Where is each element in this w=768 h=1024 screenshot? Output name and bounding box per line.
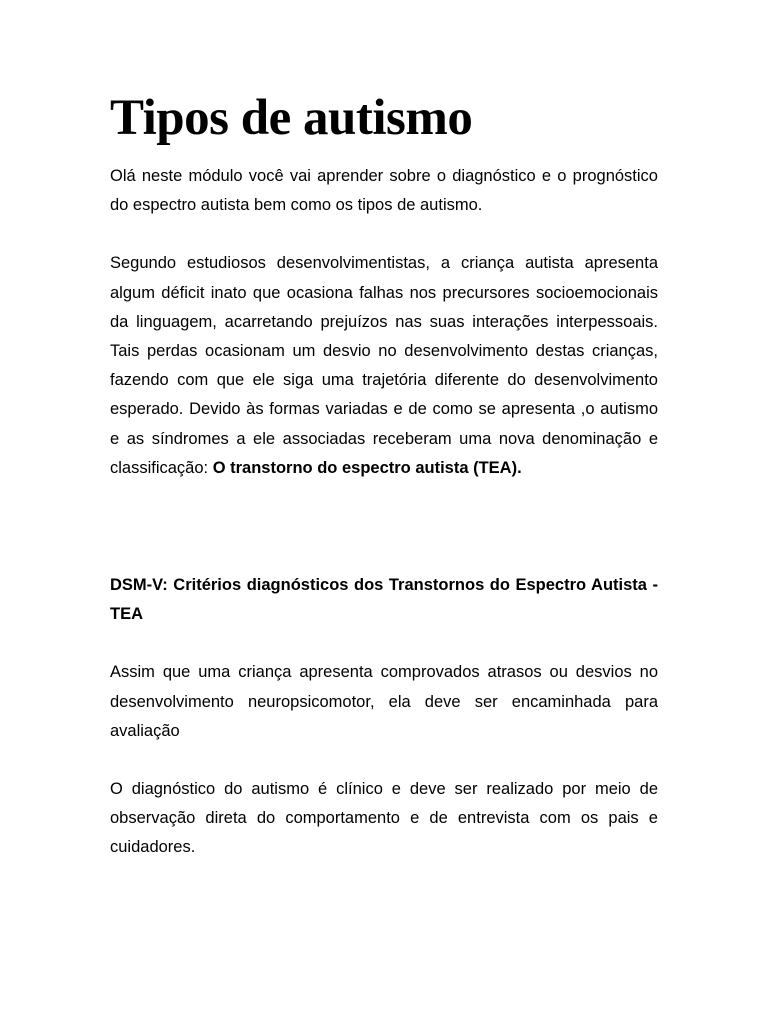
spacer — [110, 220, 658, 249]
intro-paragraph: Olá neste módulo você vai aprender sobre o diagnóstico e o prognóstico do espectro autista bem como os tipos de autismo. — [110, 167, 658, 215]
spacer — [110, 629, 658, 658]
section-heading: DSM-V: Critérios diagnósticos dos Transtornos do Espectro Autista - TEA — [110, 576, 658, 624]
autism-description-text: Segundo estudiosos desenvolvimentistas, a criança autista apresenta algum déficit inato que ocasiona falhas nos precursores socioemocionais da linguagem, acarretando prejuízos nas suas interações interpessoais. Tais perdas ocasionam um desvio no desenvolvimento destas crianças, fazendo com que ele siga uma trajetória diferente do desenvolvimento esperado. Devido às formas variadas e de como se apresenta ,o autismo e as síndromes a ele associadas receberam uma nova denominação e classificação: — [110, 254, 658, 477]
diagnosis-paragraph: O diagnóstico do autismo é clínico e deve ser realizado por meio de observação direta do comportamento e de entrevista com os pais e cuidadores. — [110, 780, 658, 857]
document-page — [110, 88, 658, 863]
referral-paragraph: Assim que uma criança apresenta comprovados atrasos ou desvios no desenvolvimento neuropsicomotor, ela deve ser encaminhada para avaliação — [110, 663, 658, 740]
spacer — [110, 483, 658, 571]
autism-description-paragraph — [110, 249, 658, 483]
tea-definition-bold: O transtorno do espectro autista (TEA). — [212, 458, 522, 477]
spacer — [110, 746, 658, 775]
page-title: Tipos de autismo — [110, 90, 473, 146]
